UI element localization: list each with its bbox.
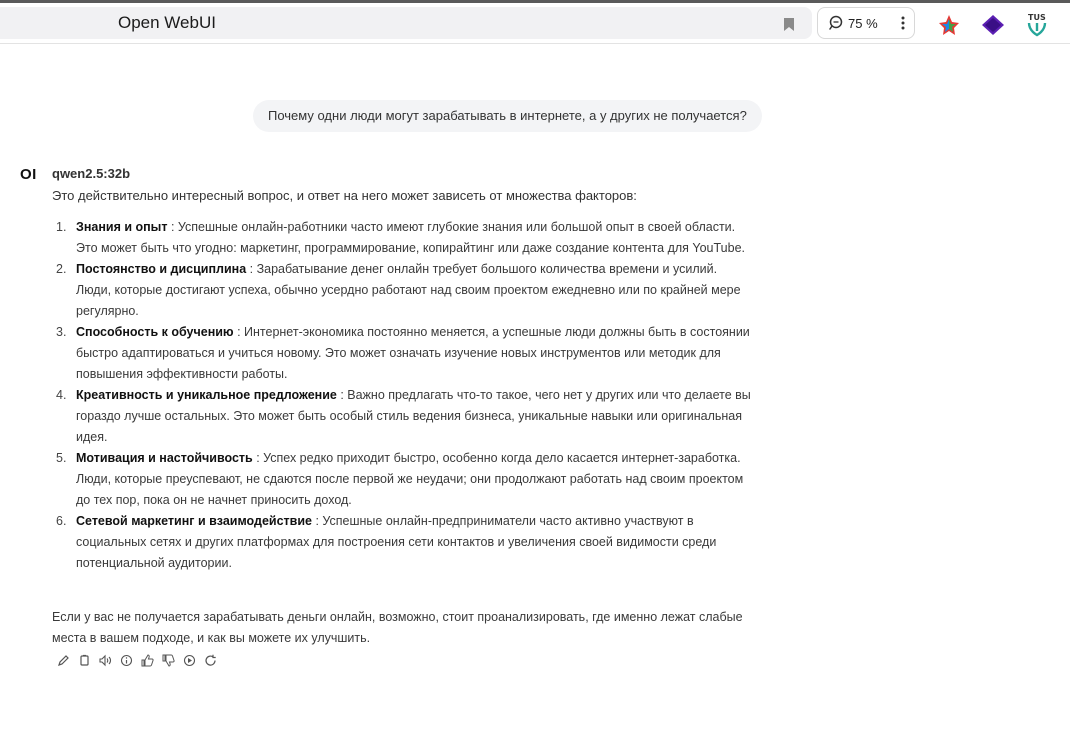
bookmark-icon[interactable] — [780, 15, 798, 33]
list-item-text: : Важно предлагать что-то такое, чего нет у других или что делаете вы гораздо лучше остальных. Это может быть особый стиль ведения бизнеса, уникальные навыки или оригинальная идея. — [76, 388, 751, 444]
more-vert-icon[interactable] — [896, 12, 910, 34]
copy-icon[interactable] — [76, 652, 92, 668]
list-number: 6. — [56, 514, 67, 528]
list-item-title: Сетевой маркетинг и взаимодействие — [76, 514, 312, 528]
zoom-level: 75 % — [848, 16, 878, 31]
list-item — [52, 259, 752, 322]
extension-star-icon[interactable] — [937, 13, 961, 37]
edit-icon[interactable] — [55, 652, 71, 668]
assistant-avatar: OI — [20, 166, 37, 183]
list-number: 2. — [56, 262, 67, 276]
address-bar[interactable] — [0, 7, 812, 39]
zoom-control[interactable] — [817, 7, 915, 39]
answer-list — [52, 217, 752, 574]
list-item-title: Способность к обучению — [76, 325, 234, 339]
list-item-text: : Успешные онлайн-предприниматели часто активно участвуют в социальных сетях и других платформах для построения сети контактов и увеличения своей видимости среди потенциальной аудитории. — [76, 514, 717, 570]
answer-outro: Если у вас не получается зарабатывать деньги онлайн, возможно, стоит проанализировать, где именно лежат слабые места в вашем подходе, и как вы можете их улучшить. — [52, 610, 743, 645]
list-item — [52, 448, 752, 511]
list-item — [52, 385, 752, 448]
list-item-title: Мотивация и настойчивость — [76, 451, 253, 465]
search-bubble-icon — [828, 15, 844, 31]
list-item-title: Постоянство и дисциплина — [76, 262, 247, 276]
user-message: Почему одни люди могут зарабатывать в интернете, а у других не получается? — [253, 100, 762, 132]
info-icon[interactable] — [118, 652, 134, 668]
extension-layers-icon[interactable] — [981, 13, 1005, 37]
thumbs-down-icon[interactable] — [160, 652, 176, 668]
model-name: qwen2.5:32b — [52, 166, 131, 181]
list-item-text: : Интернет-экономика постоянно меняется, а успешные люди должны быть в состоянии быстро адаптироваться и учиться новому. Это может означать изучение новых инструментов или методик для повышения эффективности работы. — [76, 325, 750, 381]
list-item-text: : Зарабатывание денег онлайн требует большого количества времени и усилий. Люди, которые достигают успеха, обычно усердно работают над своим проектом ежедневно или по крайней мере регулярно. — [76, 262, 741, 318]
list-item-title: Креативность и уникальное предложение — [76, 388, 337, 402]
list-item-text: : Успех редко приходит быстро, особенно когда дело касается интернет-заработка. Люди, которые преуспевают, не сдаются после первой же неудачи; они продолжают работать над своим проектом до тех пор, пока он не начнет приносить доход. — [76, 451, 744, 507]
list-number: 3. — [56, 325, 67, 339]
list-number: 5. — [56, 451, 67, 465]
read-aloud-icon[interactable] — [97, 652, 113, 668]
list-item-title: Знания и опыт — [76, 220, 168, 234]
page-title: Open WebUI — [118, 13, 216, 32]
list-item — [52, 322, 752, 385]
regenerate-icon[interactable] — [202, 652, 218, 668]
continue-icon[interactable] — [181, 652, 197, 668]
list-item-text: : Успешные онлайн-работники часто имеют глубокие знания или большой опыт в своей области. Это может быть что угодно: маркетинг, программирование, копирайтинг или даже создание контента для YouTube. — [76, 220, 746, 255]
list-number: 4. — [56, 388, 67, 402]
thumbs-up-icon[interactable] — [139, 652, 155, 668]
list-number: 1. — [56, 220, 67, 234]
extension-vpn-icon[interactable] — [1025, 11, 1049, 35]
answer-intro: Это действительно интересный вопрос, и ответ на него может зависеть от множества факторов: — [52, 188, 637, 203]
list-item — [52, 511, 752, 574]
browser-toolbar — [0, 3, 1070, 44]
message-actions — [55, 652, 218, 668]
svg-text:TUS: TUS — [1028, 13, 1046, 22]
list-item — [52, 217, 752, 259]
